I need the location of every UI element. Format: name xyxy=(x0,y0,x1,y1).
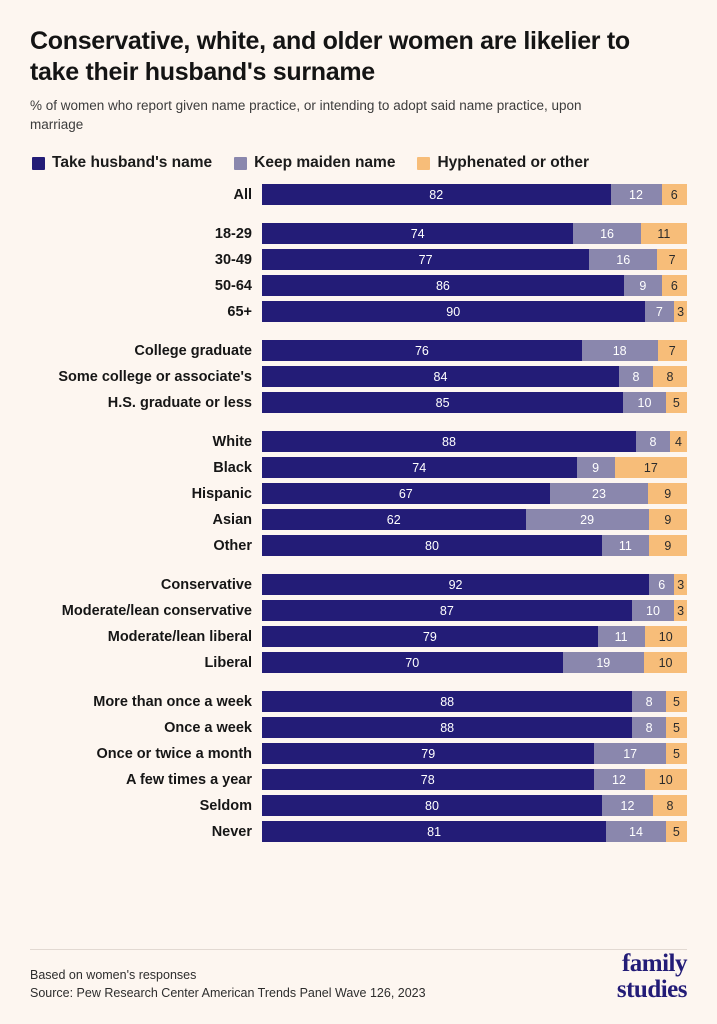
bar-segment-3: 11 xyxy=(641,223,687,244)
bar-segment-1: 87 xyxy=(262,600,632,621)
bar-segment-3: 10 xyxy=(644,652,687,673)
brand-line-1: family xyxy=(621,950,687,977)
chart-row-bars xyxy=(262,600,687,621)
chart-row-label: Once a week xyxy=(164,719,252,736)
chart-row-bars xyxy=(262,392,687,413)
chart-row-bars xyxy=(262,275,687,296)
chart-row-label: 65+ xyxy=(227,303,252,320)
brand-line-2: studies xyxy=(616,975,687,1003)
chart-row-bars xyxy=(262,509,687,530)
chart-row-label: Conservative xyxy=(160,576,252,593)
bar-segment-2: 12 xyxy=(602,795,653,816)
bar-segment-3: 5 xyxy=(666,821,687,842)
bar-segment-3: 5 xyxy=(666,691,687,712)
bar-segment-2: 9 xyxy=(624,275,662,296)
chart-row xyxy=(30,574,687,595)
chart-row xyxy=(30,184,687,205)
chart-row xyxy=(30,743,687,764)
bar-segment-3: 8 xyxy=(653,366,687,387)
source-block xyxy=(30,966,426,1002)
bar-segment-3: 9 xyxy=(648,483,687,504)
bar-segment-3: 7 xyxy=(658,340,687,361)
chart-row xyxy=(30,769,687,790)
chart-row-label: More than once a week xyxy=(93,693,252,710)
bar-segment-1: 82 xyxy=(262,184,611,205)
chart-row xyxy=(30,795,687,816)
chart-group-race xyxy=(30,431,687,556)
bar-segment-3: 5 xyxy=(666,392,687,413)
bar-segment-2: 18 xyxy=(582,340,658,361)
bar-segment-1: 81 xyxy=(262,821,606,842)
footer-source: Source: Pew Research Center American Trends Panel Wave 126, 2023 xyxy=(30,985,426,1000)
chart-row-label: H.S. graduate or less xyxy=(107,394,252,411)
chart-row-label: A few times a year xyxy=(126,771,252,788)
bar-segment-2: 8 xyxy=(619,366,653,387)
bar-segment-1: 90 xyxy=(262,301,645,322)
bar-segment-2: 12 xyxy=(611,184,662,205)
bar-segment-3: 7 xyxy=(657,249,687,270)
chart-row xyxy=(30,275,687,296)
bar-segment-1: 78 xyxy=(262,769,594,790)
chart-row xyxy=(30,392,687,413)
chart-row-bars xyxy=(262,795,687,816)
chart-row-bars xyxy=(262,574,687,595)
bar-segment-1: 70 xyxy=(262,652,563,673)
chart-row-bars xyxy=(262,652,687,673)
bar-segment-3: 10 xyxy=(645,626,688,647)
bar-segment-3: 5 xyxy=(666,717,687,738)
chart-footer xyxy=(30,951,687,1002)
chart-row-bars xyxy=(262,483,687,504)
bar-segment-1: 76 xyxy=(262,340,582,361)
chart-row-bars xyxy=(262,821,687,842)
chart-group-age xyxy=(30,223,687,322)
legend-label-take-husbands-name: Take husband's name xyxy=(52,154,213,172)
chart-row-bars xyxy=(262,431,687,452)
brand-logo xyxy=(617,951,687,1002)
bar-segment-2: 17 xyxy=(594,743,666,764)
chart-row-bars xyxy=(262,249,687,270)
bar-segment-2: 6 xyxy=(649,574,674,595)
chart-row-bars xyxy=(262,691,687,712)
legend-item-take-husbands-name xyxy=(32,154,212,172)
bar-segment-2: 8 xyxy=(636,431,670,452)
chart-row-label: All xyxy=(233,186,252,203)
bar-segment-1: 67 xyxy=(262,483,550,504)
legend-label-hyphenated-or-other: Hyphenated or other xyxy=(437,154,590,172)
chart-row xyxy=(30,691,687,712)
chart-subtitle: % of women who report given name practice, or intending to adopt said name practice, upon marriage xyxy=(30,98,582,132)
chart-row xyxy=(30,483,687,504)
chart-row xyxy=(30,717,687,738)
chart-row xyxy=(30,457,687,478)
chart-row xyxy=(30,600,687,621)
page-title: Conservative, white, and older women are likelier to take their husband's surname xyxy=(30,27,630,86)
legend-item-keep-maiden-name xyxy=(234,154,395,172)
footer-note: Based on women's responses xyxy=(30,967,197,982)
bar-segment-3: 4 xyxy=(670,431,687,452)
stacked-bar-chart xyxy=(30,184,687,842)
chart-row-label: Other xyxy=(213,537,252,554)
bar-segment-3: 6 xyxy=(662,184,688,205)
bar-segment-1: 80 xyxy=(262,795,602,816)
bar-segment-1: 88 xyxy=(262,717,632,738)
bar-segment-2: 8 xyxy=(632,691,666,712)
footer-divider xyxy=(30,949,687,950)
legend-swatch-take-husbands-name xyxy=(32,157,45,170)
bar-segment-1: 74 xyxy=(262,457,577,478)
chart-row-bars xyxy=(262,223,687,244)
bar-segment-2: 29 xyxy=(526,509,649,530)
bar-segment-1: 79 xyxy=(262,626,598,647)
chart-row-label: 18-29 xyxy=(214,225,252,242)
chart-group-ideology xyxy=(30,574,687,673)
legend-label-keep-maiden-name: Keep maiden name xyxy=(254,154,396,172)
chart-row-label: 50-64 xyxy=(214,277,252,294)
bar-segment-2: 7 xyxy=(645,301,675,322)
bar-segment-1: 77 xyxy=(262,249,589,270)
bar-segment-1: 92 xyxy=(262,574,649,595)
chart-row-bars xyxy=(262,184,687,205)
chart-row-bars xyxy=(262,626,687,647)
chart-row-label: Never xyxy=(211,823,252,840)
chart-row-bars xyxy=(262,301,687,322)
bar-segment-2: 16 xyxy=(589,249,657,270)
chart-row-label: Moderate/lean conservative xyxy=(61,602,252,619)
bar-segment-3: 17 xyxy=(615,457,687,478)
chart-row-bars xyxy=(262,340,687,361)
bar-segment-1: 85 xyxy=(262,392,623,413)
bar-segment-3: 3 xyxy=(674,600,687,621)
chart-row xyxy=(30,431,687,452)
chart-row-label: College graduate xyxy=(134,342,252,359)
bar-segment-2: 11 xyxy=(598,626,645,647)
chart-row-bars xyxy=(262,457,687,478)
bar-segment-2: 8 xyxy=(632,717,666,738)
chart-row xyxy=(30,249,687,270)
bar-segment-2: 10 xyxy=(632,600,675,621)
chart-row-label: 30-49 xyxy=(214,251,252,268)
bar-segment-3: 10 xyxy=(645,769,688,790)
bar-segment-2: 19 xyxy=(563,652,645,673)
chart-row-label: Asian xyxy=(212,511,252,528)
bar-segment-1: 62 xyxy=(262,509,526,530)
bar-segment-1: 88 xyxy=(262,691,632,712)
chart-group-overall xyxy=(30,184,687,205)
bar-segment-2: 10 xyxy=(623,392,666,413)
chart-row-bars xyxy=(262,535,687,556)
chart-row xyxy=(30,652,687,673)
chart-row-label: Seldom xyxy=(199,797,252,814)
bar-segment-3: 8 xyxy=(653,795,687,816)
bar-segment-1: 74 xyxy=(262,223,573,244)
legend-swatch-hyphenated-or-other xyxy=(417,157,430,170)
chart-row xyxy=(30,366,687,387)
bar-segment-3: 9 xyxy=(649,535,687,556)
chart-row xyxy=(30,223,687,244)
chart-row-label: Liberal xyxy=(204,654,252,671)
bar-segment-2: 12 xyxy=(594,769,645,790)
chart-row xyxy=(30,340,687,361)
chart-group-education xyxy=(30,340,687,413)
bar-segment-3: 3 xyxy=(674,301,687,322)
chart-row-bars xyxy=(262,769,687,790)
legend-swatch-keep-maiden-name xyxy=(234,157,247,170)
chart-legend xyxy=(30,154,687,172)
chart-row xyxy=(30,509,687,530)
bar-segment-2: 9 xyxy=(577,457,615,478)
bar-segment-2: 23 xyxy=(550,483,649,504)
chart-row-label: Black xyxy=(213,459,252,476)
bar-segment-1: 79 xyxy=(262,743,594,764)
chart-row xyxy=(30,301,687,322)
chart-row-label: Hispanic xyxy=(191,485,252,502)
chart-row xyxy=(30,821,687,842)
bar-segment-2: 14 xyxy=(606,821,666,842)
chart-row xyxy=(30,626,687,647)
bar-segment-2: 16 xyxy=(573,223,640,244)
chart-group-religious_attendance xyxy=(30,691,687,842)
chart-row-label: Some college or associate's xyxy=(58,368,252,385)
bar-segment-2: 11 xyxy=(602,535,649,556)
bar-segment-3: 6 xyxy=(662,275,687,296)
bar-segment-3: 9 xyxy=(649,509,687,530)
bar-segment-3: 5 xyxy=(666,743,687,764)
chart-row-bars xyxy=(262,717,687,738)
bar-segment-1: 80 xyxy=(262,535,602,556)
bar-segment-3: 3 xyxy=(674,574,687,595)
chart-row-label: Moderate/lean liberal xyxy=(107,628,252,645)
chart-row-bars xyxy=(262,366,687,387)
chart-row-label: White xyxy=(212,433,252,450)
bar-segment-1: 88 xyxy=(262,431,636,452)
chart-row-bars xyxy=(262,743,687,764)
legend-item-hyphenated-or-other xyxy=(417,154,589,172)
bar-segment-1: 86 xyxy=(262,275,624,296)
chart-row-label: Once or twice a month xyxy=(96,745,252,762)
chart-row xyxy=(30,535,687,556)
bar-segment-1: 84 xyxy=(262,366,619,387)
